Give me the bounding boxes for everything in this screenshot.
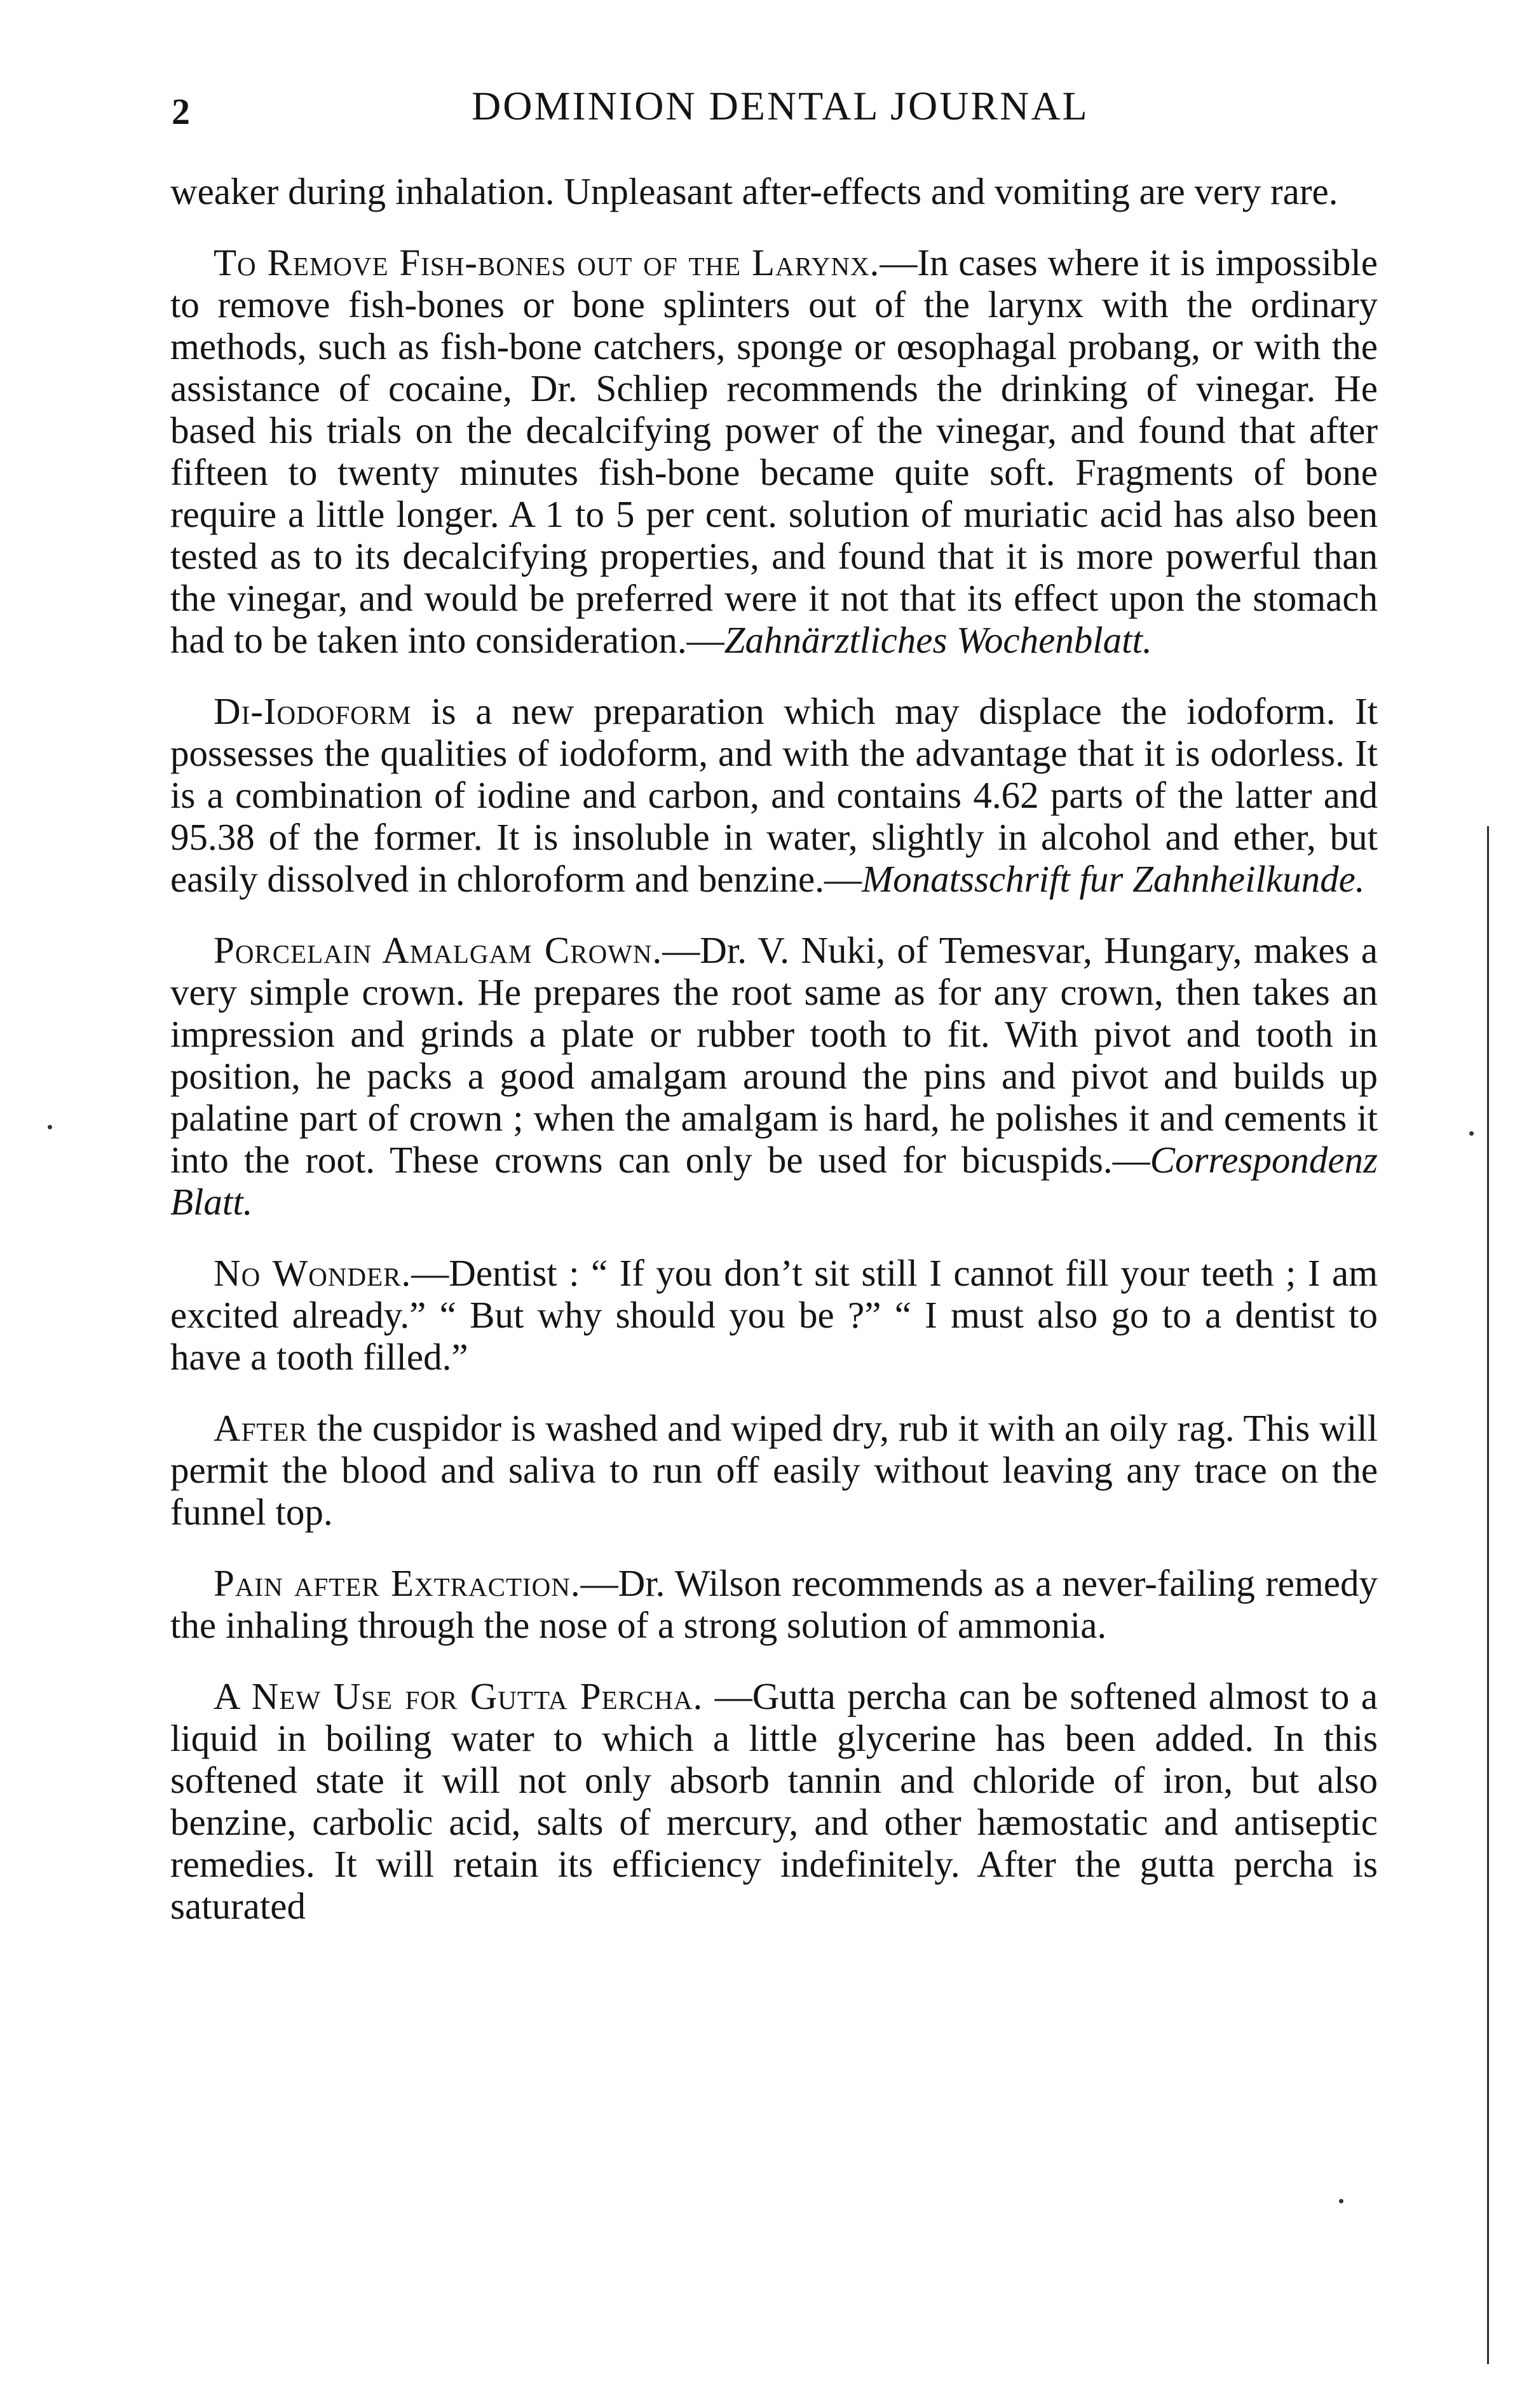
paragraph-heading: After xyxy=(214,1407,308,1449)
paragraph-body: the cuspidor is washed and wiped dry, rub it with an oily rag. This will permit the blood and saliva to run off easily without leaving any trace on the funnel top. xyxy=(170,1407,1378,1533)
paragraph-body: —Dentist : “ If you don’t sit still I cannot fill your teeth ; I am excited already.” “ But why should you be ?” “ I must also go to a dentist to have a tooth filled.” xyxy=(170,1252,1378,1378)
paragraph-body: —In cases where it is impossible to remove fish-bones or bone splinters out of the larynx with the ordinary methods, such as fish-bone catchers, sponge or œsophagal probang, or with the assistance of cocaine, Dr. Schliep recommends the drinking of vinegar. He based his trials on the decalcifying power of the vinegar, and found that after fifteen to twenty minutes fish-bone became quite soft. Fragments of bone require a little longer. A 1 to 5 per cent. solution of muriatic acid has also been tested as to its decalcifying properties, and found that it is more powerful than the vinegar, and would be preferred were it not that its effect upon the stomach had to be taken into consideration.— xyxy=(170,241,1378,661)
paragraph-heading: A New Use for Gutta Percha. xyxy=(214,1675,703,1717)
running-head xyxy=(166,83,1349,146)
paragraph-fish-bones xyxy=(170,241,1378,661)
text-column xyxy=(170,170,1378,1956)
page-number: 2 xyxy=(172,91,190,132)
print-speck xyxy=(1339,2199,1343,2203)
source-citation: Monatsschrift fur Zahnheilkunde. xyxy=(861,858,1365,900)
paragraph-body: weaker during inhalation. Unpleasant after-effects and vomiting are very rare. xyxy=(170,170,1338,212)
paragraph-heading: To Remove Fish-bones out of the Larynx. xyxy=(214,241,880,283)
paragraph-porcelain-crown xyxy=(170,929,1378,1223)
paragraph-heading: Pain after Extraction. xyxy=(214,1562,581,1604)
paragraph-heading: Porcelain Amalgam Crown. xyxy=(214,929,663,971)
print-speck xyxy=(1469,1131,1474,1136)
journal-title: DOMINION DENTAL JOURNAL xyxy=(472,83,1089,128)
paragraph-body: is a new preparation which may displace the iodoform. It possesses the qualities of iodoform, and with the advantage that it is odorless. It is a combination of iodine and carbon, and contains 4.62 parts of the latter and 95.38 of the former. It is insoluble in water, slightly in alcohol and ether, but easily dissolved in chloroform and benzine.— xyxy=(170,690,1378,900)
paragraph-pain-extraction xyxy=(170,1562,1378,1646)
source-citation: Zahnärztliches Wochenblatt. xyxy=(724,619,1152,661)
paragraph-body: —Dr. Wilson recommends as a never-failing remedy the inhaling through the nose of a strong solution of ammonia. xyxy=(170,1562,1378,1646)
paragraph-continuation xyxy=(170,170,1378,212)
page-edge-rule xyxy=(1487,826,1489,2364)
paragraph-heading: Di-Iodoform xyxy=(214,690,412,732)
print-speck xyxy=(48,1125,52,1129)
paragraph-heading: No Wonder. xyxy=(214,1252,412,1294)
source-citation: Correspondenz Blatt. xyxy=(170,1139,1378,1223)
paragraph-di-iodoform xyxy=(170,690,1378,900)
paragraph-body: —Dr. V. Nuki, of Temesvar, Hungary, makes a very simple crown. He prepares the root same as for any crown, then takes an impression and grinds a plate or rubber tooth to fit. With pivot and tooth in position, he packs a good amalgam around the pins and pivot and builds up palatine part of crown ; when the amalgam is hard, he polishes it and cements it into the root. These crowns can only be used for bicuspids.— xyxy=(170,929,1378,1181)
paragraph-no-wonder xyxy=(170,1252,1378,1378)
paragraph-gutta-percha xyxy=(170,1675,1378,1927)
paragraph-body: —Gutta percha can be softened almost to a liquid in boiling water to which a little glycerine has been added. In this softened state it will not only absorb tannin and chloride of iron, but also benzine, carbolic acid, salts of mercury, and other hæmostatic and antiseptic remedies. It will retain its efficiency indefinitely. After the gutta percha is saturated xyxy=(170,1675,1378,1927)
paragraph-cuspidor xyxy=(170,1407,1378,1533)
